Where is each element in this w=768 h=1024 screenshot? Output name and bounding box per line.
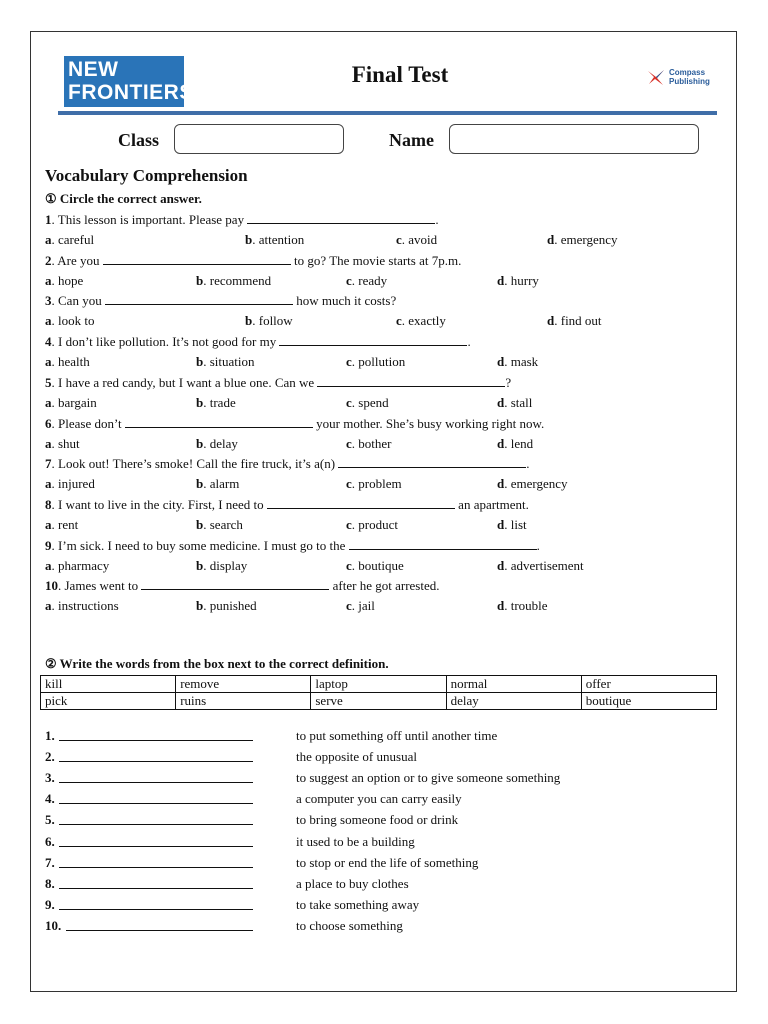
question-text: Look out! There’s smoke! Call the fire truck, it’s a(n) — [58, 456, 339, 472]
question-number: 4 — [45, 334, 52, 350]
question-text-end: how much it costs? — [292, 293, 397, 309]
definition-text: a place to buy clothes — [296, 875, 409, 891]
option-text: find out — [560, 313, 602, 329]
word-box-row — [41, 693, 717, 710]
option-letter: b — [196, 272, 204, 288]
option-c[interactable]: c. pollution — [346, 354, 406, 370]
question-text: Please don’t — [58, 415, 125, 431]
option-letter: d — [497, 557, 505, 573]
option-text: delay — [209, 435, 238, 451]
option-b[interactable]: b. recommend — [196, 272, 272, 288]
option-b[interactable]: b. delay — [196, 435, 238, 451]
answer-blank[interactable] — [105, 293, 293, 305]
option-text: look to — [58, 313, 95, 329]
question-7: 7. Look out! There’s smoke! Call the fire truck, it’s a(n) . — [45, 456, 530, 472]
option-letter: d — [497, 354, 505, 370]
word-box-cell: delay — [446, 693, 581, 710]
option-b[interactable]: b. alarm — [196, 476, 240, 492]
question-number: 3 — [45, 293, 52, 309]
answer-blank[interactable] — [267, 497, 455, 509]
option-text: advertisement — [510, 557, 584, 573]
option-text: lend — [510, 435, 534, 451]
definition-number: 1. — [45, 728, 55, 743]
option-text: list — [510, 516, 527, 532]
option-a[interactable]: a. careful — [45, 232, 95, 247]
option-text: ready — [358, 272, 388, 288]
definition-number: 2. — [45, 749, 55, 765]
option-text: spend — [358, 394, 389, 410]
option-b[interactable]: b. attention — [245, 232, 305, 247]
option-c[interactable]: c. bother — [346, 435, 392, 451]
option-letter: b — [245, 232, 253, 247]
option-letter: c — [346, 272, 352, 288]
question-text: I want to live in the city. First, I need to — [58, 496, 267, 512]
question-text: I don’t like pollution. It’s not good for my — [58, 334, 280, 350]
option-a[interactable]: a. shut — [45, 435, 80, 451]
definition-number: 10. — [45, 917, 62, 933]
option-text: hurry — [510, 272, 539, 288]
option-letter: d — [497, 435, 505, 451]
question-number: 10 — [45, 578, 58, 594]
option-letter: b — [245, 313, 253, 329]
definition-answer-blank[interactable] — [59, 824, 253, 825]
definition-answer-blank[interactable] — [59, 803, 253, 804]
option-c[interactable]: c. exactly — [396, 313, 446, 329]
option-letter: b — [196, 435, 204, 451]
option-letter: a — [45, 232, 52, 247]
option-letter: c — [396, 232, 402, 247]
option-text: boutique — [358, 557, 404, 573]
question-number: 9 — [45, 537, 52, 553]
definition-answer-blank[interactable] — [59, 867, 253, 868]
definition-answer-blank[interactable] — [59, 782, 253, 783]
name-field[interactable] — [449, 124, 699, 154]
option-letter: c — [346, 516, 352, 532]
option-text: bargain — [58, 394, 97, 410]
word-box-cell: boutique — [581, 693, 716, 710]
word-box — [40, 675, 717, 710]
question-number: 2 — [45, 252, 52, 268]
option-letter: b — [196, 394, 204, 410]
logo-line-1: NEW — [68, 58, 119, 81]
option-text: shut — [58, 435, 80, 451]
option-text: mask — [510, 354, 539, 370]
option-text: pollution — [358, 354, 406, 370]
option-text: careful — [58, 232, 95, 247]
question-text-end: ? — [505, 374, 512, 390]
definition-number: 7. — [45, 854, 55, 870]
option-d[interactable]: d. lend — [497, 435, 534, 451]
option-text: bother — [358, 435, 392, 451]
definition-text: to put something off until another time — [296, 728, 498, 743]
compass-star-icon — [646, 67, 666, 87]
option-letter: d — [547, 232, 555, 247]
answer-blank[interactable] — [338, 456, 526, 468]
option-letter: d — [547, 313, 555, 329]
option-text: search — [209, 516, 243, 532]
option-text: injured — [58, 476, 95, 492]
question-9: 9. I’m sick. I need to buy some medicine. I must go to the . — [45, 537, 540, 553]
option-letter: b — [196, 476, 204, 492]
option-b[interactable]: b. display — [196, 557, 248, 573]
publisher-name-1: Compass — [669, 68, 706, 77]
option-letter: a — [45, 476, 52, 492]
option-letter: b — [196, 354, 204, 370]
option-c[interactable]: c. product — [346, 516, 398, 532]
definition-number: 4. — [45, 791, 55, 807]
definition-answer-blank[interactable] — [59, 740, 253, 741]
definition-text: it used to be a building — [296, 833, 415, 849]
answer-blank[interactable] — [103, 253, 291, 265]
question-text: This lesson is important. Please pay — [57, 212, 248, 227]
definition-text: the opposite of unusual — [296, 749, 417, 765]
option-letter: a — [45, 354, 52, 370]
question-text-end: . — [536, 537, 540, 553]
option-b[interactable]: b. search — [196, 516, 243, 532]
option-text: stall — [510, 394, 533, 410]
word-box-cell: remove — [176, 676, 311, 693]
class-field[interactable] — [174, 124, 344, 154]
word-box-cell: ruins — [176, 693, 311, 710]
option-a[interactable]: a. instructions — [45, 598, 119, 614]
word-box-cell: laptop — [311, 676, 446, 693]
option-b[interactable]: b. punished — [196, 598, 257, 614]
option-text: emergency — [560, 232, 618, 247]
option-d[interactable]: d. find out — [547, 313, 602, 329]
option-d[interactable]: d. trouble — [497, 598, 548, 614]
option-a[interactable]: a. pharmacy — [45, 557, 110, 573]
option-text: follow — [258, 313, 293, 329]
option-letter: d — [497, 476, 505, 492]
definition-answer-blank[interactable] — [59, 909, 253, 910]
question-text-end: . — [526, 456, 530, 472]
header-rule — [58, 111, 717, 115]
option-letter: d — [497, 598, 505, 614]
question-4: 4. I don’t like pollution. It’s not good for my . — [45, 334, 471, 350]
question-text: Can you — [58, 293, 105, 309]
definition-number: 6. — [45, 833, 55, 849]
option-a[interactable]: a. health — [45, 354, 90, 370]
question-8: 8. I want to live in the city. First, I need to an apartment. — [45, 496, 529, 512]
logo-line-2: FRONTIERS — [68, 81, 194, 104]
option-d[interactable]: d. list — [497, 516, 527, 532]
question-number: 5 — [45, 374, 52, 390]
option-letter: c — [346, 557, 352, 573]
option-d[interactable]: d. emergency — [547, 232, 618, 247]
question-text: Are you — [57, 252, 103, 268]
question-text-end: after he got arrested. — [329, 578, 440, 594]
option-letter: d — [497, 516, 505, 532]
word-box-row — [41, 676, 717, 693]
option-letter: c — [346, 354, 352, 370]
option-text: situation — [209, 354, 255, 370]
option-c[interactable]: c. avoid — [396, 232, 438, 247]
page-title: Final Test — [351, 62, 449, 87]
question-text-end: . — [467, 334, 471, 350]
option-letter: a — [45, 516, 52, 532]
question-text: I have a red candy, but I want a blue one. Can we — [58, 374, 318, 390]
option-letter: b — [196, 557, 204, 573]
option-d[interactable]: d. hurry — [497, 272, 539, 288]
option-text: trouble — [510, 598, 548, 614]
option-letter: d — [497, 272, 505, 288]
definition-answer-blank[interactable] — [59, 888, 253, 889]
question-number: 6 — [45, 415, 52, 431]
option-letter: a — [45, 313, 52, 329]
question-text-end: an apartment. — [454, 496, 529, 512]
option-text: health — [58, 354, 90, 370]
option-letter: c — [346, 598, 352, 614]
question-text-end: your mother. She’s busy working right now. — [312, 415, 545, 431]
question-5: 5. I have a red candy, but I want a blue one. Can we ? — [45, 374, 512, 390]
answer-blank[interactable] — [141, 578, 329, 590]
definition-answer-blank[interactable] — [59, 761, 253, 762]
class-label: Class — [118, 130, 160, 150]
option-text: attention — [258, 232, 305, 247]
definition-text: to bring someone food or drink — [296, 812, 459, 828]
option-letter: a — [45, 557, 52, 573]
option-text: instructions — [58, 598, 119, 614]
option-letter: a — [45, 435, 52, 451]
name-label: Name — [389, 130, 434, 150]
option-letter: c — [346, 435, 352, 451]
option-letter: c — [346, 394, 352, 410]
option-c[interactable]: c. problem — [346, 476, 402, 492]
answer-blank[interactable] — [349, 538, 537, 550]
question-text: James went to — [64, 578, 142, 594]
option-letter: b — [196, 516, 204, 532]
option-letter: c — [396, 313, 402, 329]
option-b[interactable]: b. follow — [245, 313, 293, 329]
definition-text: to stop or end the life of something — [296, 854, 479, 870]
option-letter: c — [346, 476, 352, 492]
option-letter: a — [45, 598, 52, 614]
question-6: 6. Please don’t your mother. She’s busy working right now. — [45, 415, 545, 431]
option-c[interactable]: c. ready — [346, 272, 388, 288]
option-d[interactable]: d. stall — [497, 394, 533, 410]
option-text: exactly — [408, 313, 446, 329]
option-a[interactable]: a. bargain — [45, 394, 97, 410]
question-text-end: to go? The movie starts at 7p.m. — [290, 252, 462, 268]
option-text: problem — [358, 476, 402, 492]
option-letter: d — [497, 394, 505, 410]
definition-number: 8. — [45, 875, 55, 891]
question-number: 7 — [45, 456, 52, 472]
option-text: pharmacy — [58, 557, 110, 573]
option-text: display — [209, 557, 248, 573]
option-a[interactable]: a. injured — [45, 476, 95, 492]
answer-blank[interactable] — [317, 375, 505, 387]
option-d[interactable]: d. emergency — [497, 476, 568, 492]
option-a[interactable]: a. look to — [45, 313, 95, 329]
word-box-cell: pick — [41, 693, 176, 710]
option-c[interactable]: c. jail — [346, 598, 375, 614]
answer-blank[interactable] — [247, 212, 435, 224]
question-text-end: . — [435, 212, 439, 227]
publisher-name-2: Publishing — [669, 77, 710, 86]
question-number: 8 — [45, 496, 52, 512]
option-letter: a — [45, 394, 52, 410]
new-frontiers-logo — [64, 56, 194, 107]
question-number: 1 — [45, 212, 52, 227]
question-3: 3. Can you how much it costs? — [45, 293, 397, 309]
compass-publishing-logo — [646, 66, 710, 88]
option-a[interactable]: a. rent — [45, 516, 79, 532]
option-text: recommend — [209, 272, 272, 288]
option-b[interactable]: b. situation — [196, 354, 255, 370]
option-c[interactable]: c. spend — [346, 394, 389, 410]
definition-answer-blank[interactable] — [59, 846, 253, 847]
option-b[interactable]: b. trade — [196, 394, 236, 410]
word-box-cell: kill — [41, 676, 176, 693]
definition-number: 5. — [45, 812, 55, 828]
option-letter: a — [45, 272, 52, 288]
option-text: emergency — [510, 476, 568, 492]
option-text: avoid — [408, 232, 438, 247]
word-box-cell: offer — [581, 676, 716, 693]
definition-text: to suggest an option or to give someone something — [296, 770, 561, 786]
question-2: 2. Are you to go? The movie starts at 7p.m. — [45, 252, 462, 268]
word-box-cell: normal — [446, 676, 581, 693]
option-text: hope — [58, 272, 84, 288]
option-d[interactable]: d. advertisement — [497, 557, 584, 573]
definition-text: to take something away — [296, 896, 420, 912]
option-d[interactable]: d. mask — [497, 354, 539, 370]
question-1: 1. This lesson is important. Please pay . — [45, 212, 439, 227]
definition-number: 9. — [45, 896, 55, 912]
option-text: rent — [58, 516, 79, 532]
option-text: punished — [209, 598, 257, 614]
definition-text: a computer you can carry easily — [296, 791, 462, 807]
answer-blank[interactable] — [125, 416, 313, 428]
option-text: trade — [209, 394, 236, 410]
part1-instruction: ① Circle the correct answer. — [45, 191, 202, 206]
option-text: alarm — [209, 476, 240, 492]
option-c[interactable]: c. boutique — [346, 557, 404, 573]
option-text: jail — [358, 598, 375, 614]
section-heading: Vocabulary Comprehension — [45, 166, 248, 185]
option-letter: b — [196, 598, 204, 614]
part2-instruction: ② Write the words from the box next to the correct definition. — [45, 656, 389, 671]
answer-blank[interactable] — [279, 334, 467, 346]
question-text: I’m sick. I need to buy some medicine. I must go to the — [58, 537, 349, 553]
definition-number: 3. — [45, 770, 55, 786]
definition-text: to choose something — [296, 917, 403, 933]
option-text: product — [358, 516, 398, 532]
question-10: 10. James went to after he got arrested. — [45, 578, 440, 594]
word-box-cell: serve — [311, 693, 446, 710]
definition-answer-blank[interactable] — [66, 930, 253, 931]
option-a[interactable]: a. hope — [45, 272, 84, 288]
